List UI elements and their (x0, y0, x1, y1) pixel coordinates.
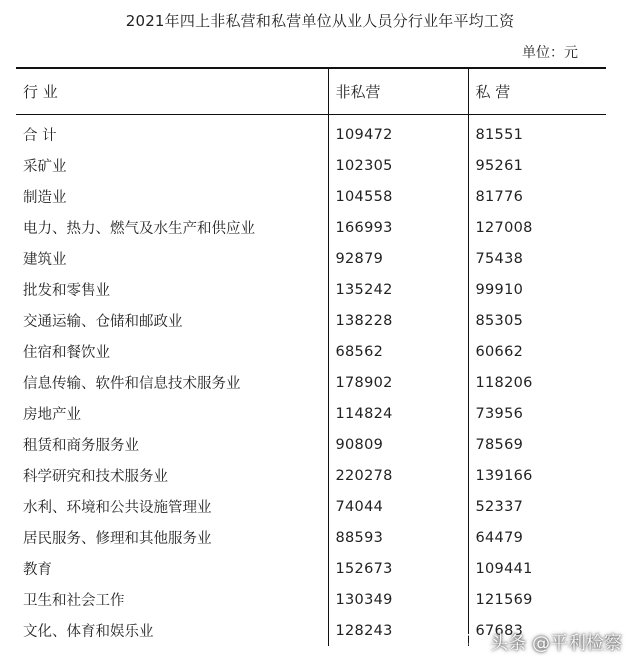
table-row (16, 274, 606, 305)
industry-cell: 水利、环境和公共设施管理业 (23, 500, 212, 516)
table-row (16, 429, 606, 460)
private-wage-cell: 52337 (468, 491, 606, 522)
private-wage-cell: 67683 (468, 615, 606, 646)
table-row (16, 491, 606, 522)
private-wage-cell: 81551 (468, 115, 606, 151)
table-row (16, 553, 606, 584)
table-row (16, 305, 606, 336)
private-wage-cell: 127008 (468, 212, 606, 243)
table-row (16, 243, 606, 274)
industry-cell: 房地产业 (23, 407, 81, 423)
header-row (16, 68, 606, 115)
industry-cell: 电力、热力、燃气及水生产和供应业 (23, 221, 255, 237)
industry-cell: 文化、体育和娱乐业 (23, 624, 154, 640)
non-private-wage-cell: 109472 (328, 115, 468, 151)
non-private-wage-cell: 130349 (328, 584, 468, 615)
industry-cell: 卫生和社会工作 (23, 593, 125, 609)
non-private-wage-cell: 68562 (328, 336, 468, 367)
industry-cell: 租赁和商务服务业 (23, 438, 139, 454)
private-wage-cell: 73956 (468, 398, 606, 429)
non-private-wage-cell: 178902 (328, 367, 468, 398)
table-row (16, 336, 606, 367)
non-private-wage-cell: 138228 (328, 305, 468, 336)
table-row (16, 460, 606, 491)
private-wage-cell: 75438 (468, 243, 606, 274)
industry-cell: 信息传输、软件和信息技术服务业 (23, 376, 241, 392)
table-row (16, 115, 606, 151)
non-private-wage-cell: 102305 (328, 150, 468, 181)
table-row (16, 367, 606, 398)
non-private-wage-cell: 166993 (328, 212, 468, 243)
non-private-wage-cell: 128243 (328, 615, 468, 646)
industry-cell: 科学研究和技术服务业 (23, 469, 168, 485)
industry-cell: 批发和零售业 (23, 283, 110, 299)
unit-label: 单位：元 (522, 45, 578, 61)
table-row (16, 150, 606, 181)
non-private-wage-cell: 135242 (328, 274, 468, 305)
wage-table (16, 67, 606, 646)
header-industry: 行 业 (23, 83, 58, 101)
table-row (16, 584, 606, 615)
private-wage-cell: 139166 (468, 460, 606, 491)
table-body (16, 115, 606, 647)
non-private-wage-cell: 220278 (328, 460, 468, 491)
page-title: 2021年四上非私营和私营单位从业人员分行业年平均工资 (125, 12, 515, 30)
non-private-wage-cell: 152673 (328, 553, 468, 584)
private-wage-cell: 95261 (468, 150, 606, 181)
industry-cell: 建筑业 (23, 252, 67, 268)
non-private-wage-cell: 90809 (328, 429, 468, 460)
non-private-wage-cell: 74044 (328, 491, 468, 522)
industry-cell: 合 计 (23, 128, 57, 144)
non-private-wage-cell: 104558 (328, 181, 468, 212)
industry-cell: 教育 (23, 562, 52, 578)
private-wage-cell: 85305 (468, 305, 606, 336)
private-wage-cell: 81776 (468, 181, 606, 212)
table-row (16, 522, 606, 553)
private-wage-cell: 78569 (468, 429, 606, 460)
non-private-wage-cell: 88593 (328, 522, 468, 553)
non-private-wage-cell: 114824 (328, 398, 468, 429)
table-row (16, 615, 606, 646)
table-row (16, 212, 606, 243)
industry-cell: 采矿业 (23, 159, 67, 175)
table-row (16, 398, 606, 429)
private-wage-cell: 118206 (468, 367, 606, 398)
private-wage-cell: 64479 (468, 522, 606, 553)
header-private: 私 营 (468, 68, 606, 115)
wage-table-container (16, 67, 606, 646)
private-wage-cell: 99910 (468, 274, 606, 305)
private-wage-cell: 109441 (468, 553, 606, 584)
table-header (16, 68, 606, 115)
industry-cell: 居民服务、修理和其他服务业 (23, 531, 212, 547)
industry-cell: 住宿和餐饮业 (23, 345, 110, 361)
industry-cell: 制造业 (23, 190, 67, 206)
non-private-wage-cell: 92879 (328, 243, 468, 274)
table-row (16, 181, 606, 212)
private-wage-cell: 60662 (468, 336, 606, 367)
header-non-private: 非私营 (328, 68, 468, 115)
industry-cell: 交通运输、仓储和邮政业 (23, 314, 183, 330)
watermark-text: 头条 @平利检察 (490, 633, 622, 654)
private-wage-cell: 121569 (468, 584, 606, 615)
